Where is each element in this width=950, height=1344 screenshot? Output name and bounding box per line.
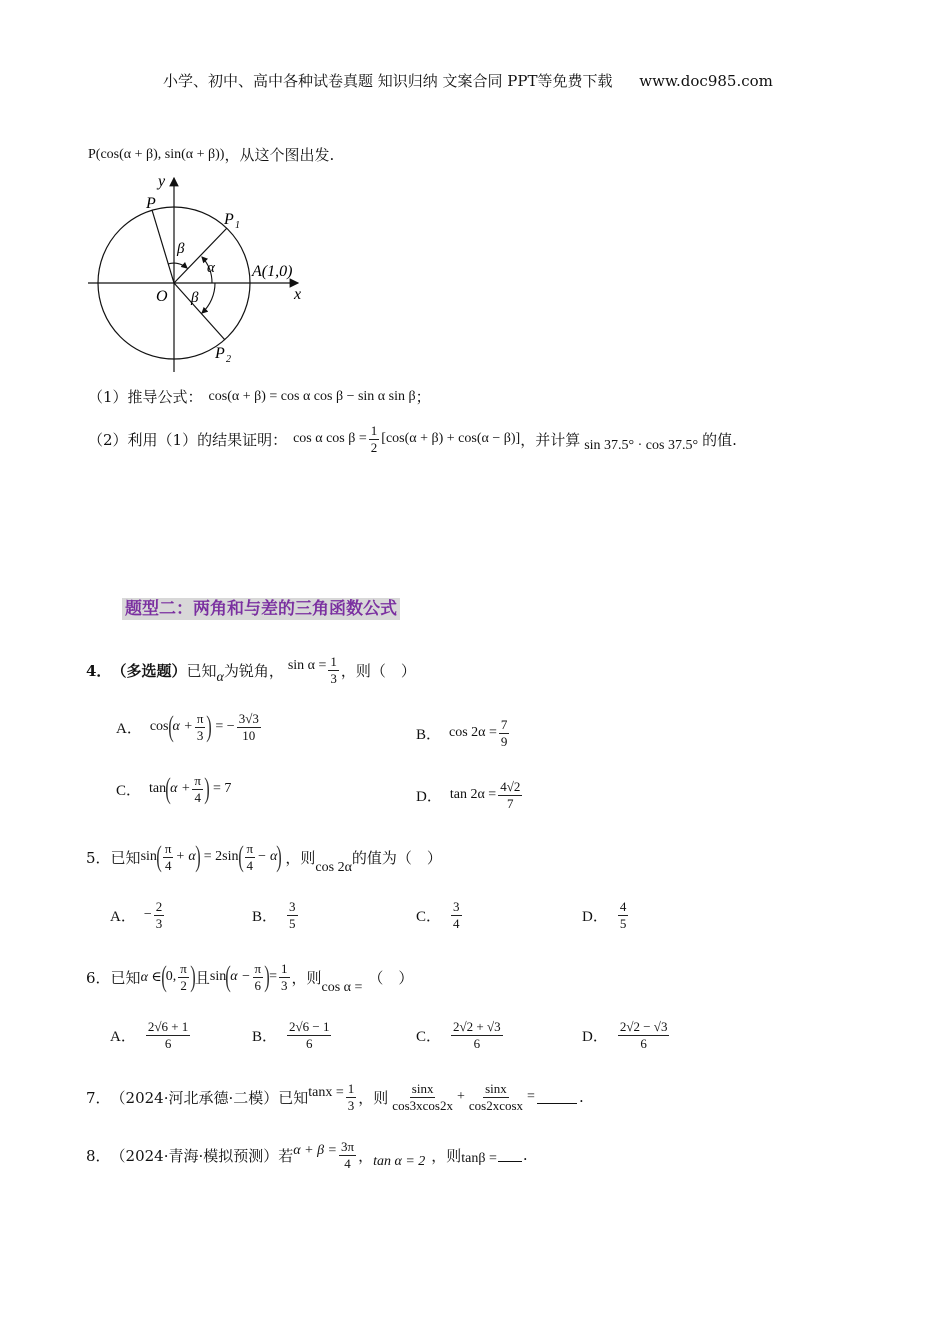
- q4-option-b-frac: $\frac{7}{9}$: [500, 717, 508, 749]
- radius-OP2: [174, 283, 225, 340]
- part1-formula: cos(α + β) = cos α cos β − sin α sin β: [208, 388, 416, 404]
- q6-option-d-label: D．: [582, 1028, 608, 1045]
- q4-option-a-argfrac: $\frac{\pi}{3}$: [196, 711, 204, 743]
- q4-option-d[interactable]: [416, 780, 524, 810]
- q7-text2: ，则: [358, 1088, 389, 1107]
- q8-cond: α + β =: [293, 1143, 337, 1159]
- paren-close: ): [276, 840, 283, 873]
- q6-val-frac: $\frac{1}{3}$: [281, 960, 288, 993]
- q6-option-d-frac: 2√2 − √3 6: [619, 1019, 668, 1051]
- q4-var: α: [216, 670, 224, 685]
- q5-option-d-label: D．: [582, 908, 608, 925]
- part2-suffix: 的值.: [702, 430, 737, 449]
- header-text: 小学、初中、高中各种试卷真题 知识归纳 文案合同 PPT等免费下载: [163, 72, 613, 90]
- q4-cond-lhs: sin α =: [287, 658, 327, 673]
- q7-cond: tanx =: [308, 1085, 344, 1101]
- q4-option-a-valfrac: $\frac{3√3}{10}$: [238, 711, 259, 743]
- q6-text3: ，则: [291, 968, 322, 987]
- q5-a-frac: π 4: [164, 840, 172, 873]
- q6-stem: [86, 958, 413, 996]
- part2-prefix: （2）利用（1）的结果证明：: [88, 430, 288, 449]
- q6-interval-start: 0,: [165, 969, 177, 984]
- q5-text3: 的值为（ ）: [351, 848, 442, 867]
- q7-eq: =: [527, 1089, 535, 1105]
- q6-option-c[interactable]: [416, 1020, 505, 1050]
- q4-option-c-arg: α +: [170, 781, 191, 797]
- q7-end: .: [578, 1088, 584, 1107]
- q8-sep: ，: [358, 1146, 374, 1165]
- q5-option-b[interactable]: [252, 900, 300, 930]
- label-P2: P: [215, 345, 225, 362]
- q6-option-b-frac: 2√6 − 1 6: [289, 1019, 330, 1051]
- q8-text1: 若: [278, 1146, 294, 1165]
- label-y: y: [158, 173, 166, 190]
- page-header: [163, 70, 773, 91]
- q4-number: 4．: [86, 661, 112, 680]
- q5-option-c-frac: 3 4: [453, 899, 460, 931]
- q5-fn: sin: [140, 849, 157, 864]
- label-A: A(1,0): [252, 263, 293, 280]
- q7-source: （2024·河北承德·二模）: [110, 1088, 279, 1107]
- q5-option-a-sign: −: [143, 907, 152, 923]
- paren-open: (: [237, 840, 244, 873]
- q4-option-c-argfrac: $\frac{\pi}{4}$: [194, 773, 201, 805]
- q5-target: cos 2α: [315, 860, 352, 875]
- label-O: O: [156, 288, 168, 305]
- paren-close: ): [206, 710, 213, 744]
- paren-close: ): [195, 840, 201, 873]
- q6-text1: 已知: [110, 968, 141, 987]
- paren-close: ): [190, 960, 196, 993]
- q4-option-c-label: C．: [116, 782, 142, 799]
- q6-option-c-frac: 2√2 + √3 6: [453, 1019, 501, 1051]
- q7-plus: +: [456, 1089, 465, 1105]
- label-P1-sub: 1: [235, 220, 240, 231]
- q4-text3: ，则（ ）: [340, 661, 416, 680]
- q4-stem: [86, 654, 416, 686]
- q5-option-c-label: C．: [416, 908, 442, 925]
- part1-line: [88, 386, 431, 407]
- label-x: x: [294, 286, 302, 303]
- label-P2-sub: 2: [226, 354, 231, 365]
- q8-end: .: [522, 1146, 528, 1165]
- q6-eq: =: [269, 969, 277, 984]
- q7-number: 7．: [86, 1088, 111, 1107]
- part2-calc: sin 37.5° · cos 37.5°: [584, 438, 699, 454]
- q5-text2: ，则: [285, 848, 316, 867]
- q7-cond-frac: $\frac{1}{3}$: [347, 1081, 355, 1113]
- q6-option-d[interactable]: [582, 1020, 671, 1050]
- q4-option-d-label: D．: [416, 788, 442, 805]
- q4-option-b-label: B．: [416, 726, 442, 743]
- q8-cond-frac: $\frac{3\pi}{4}$: [341, 1139, 355, 1171]
- q8-cond2: tan α = 2: [373, 1154, 426, 1170]
- paren-close: ): [204, 772, 210, 806]
- section-heading: [122, 594, 400, 619]
- q7-text1: 已知: [278, 1088, 309, 1107]
- q4-text1: 已知: [186, 661, 217, 680]
- q5-option-b-label: B．: [252, 908, 278, 925]
- q6-text4: （ ）: [368, 968, 414, 987]
- paren-open: (: [161, 960, 167, 993]
- q7-stem: [86, 1082, 584, 1112]
- intro-text: ，从这个图出发.: [224, 146, 335, 164]
- q6-arg: α −: [230, 969, 251, 984]
- q8-text2: ，则: [431, 1146, 462, 1165]
- q7-frac1: sinx cos3xcos2x: [392, 1081, 453, 1113]
- q5-eq: = 2sin: [203, 849, 239, 864]
- q7-frac2: $\frac{\sin x}{\cos 2xcosx}$: [468, 1081, 524, 1113]
- q6-interval-frac: π 2: [180, 960, 187, 993]
- q6-option-c-label: C．: [416, 1028, 442, 1045]
- q5-b-frac: π 4: [246, 840, 254, 873]
- q6-text2: 且: [194, 968, 210, 987]
- q4-option-d-lhs: tan 2α =: [449, 787, 497, 803]
- q5-option-a-label: A．: [110, 908, 136, 925]
- part2-mid: ，并计算: [520, 430, 581, 449]
- q4-option-a-eq: = −: [215, 719, 235, 735]
- q4-tag: （多选题）: [111, 661, 187, 680]
- q4-option-c-fn: tan: [149, 781, 167, 797]
- q7-answer-blank[interactable]: [537, 1091, 577, 1104]
- q6-option-b[interactable]: [252, 1020, 333, 1050]
- q5-option-d-frac: 4 5: [619, 899, 627, 931]
- intro-line: [88, 144, 334, 165]
- q4-option-c-eq: = 7: [213, 781, 232, 797]
- q5-option-b-frac: 3 5: [289, 899, 296, 931]
- q5-stem: [86, 838, 442, 876]
- radius-OP: [152, 210, 174, 283]
- paren-open: (: [225, 960, 231, 993]
- q6-target: cos α =: [321, 980, 363, 995]
- q4-option-a[interactable]: [116, 712, 263, 742]
- q8-stem: [86, 1140, 528, 1170]
- paren-close: ): [264, 960, 270, 993]
- label-beta-lower: β: [191, 290, 199, 306]
- paren-open: (: [156, 840, 162, 873]
- intro-point-expr: P(cos(α + β), sin(α + β)): [88, 146, 225, 162]
- arc-beta-lower: [202, 283, 215, 313]
- part1-prefix: （1）推导公式：: [88, 388, 203, 406]
- q5-b-tail: − α: [257, 849, 278, 864]
- paren-open: (: [165, 772, 171, 806]
- q4-option-b[interactable]: [416, 718, 511, 748]
- part2-fraction: $\frac{1}{2}$: [370, 423, 378, 455]
- label-P1: P: [224, 211, 234, 228]
- q4-option-d-frac: $\frac{4√2}{7}$: [500, 779, 521, 811]
- unit-circle-figure: [80, 172, 320, 377]
- part2-rhs: [cos(α + β) + cos(α − β)]: [381, 431, 521, 447]
- part2-line: [88, 424, 737, 454]
- q4-option-a-arg: α +: [172, 719, 193, 735]
- label-beta-upper: β: [177, 241, 185, 257]
- part2-lhs: cos α cos β =: [293, 431, 367, 447]
- q5-option-d[interactable]: [582, 900, 630, 930]
- q6-option-a[interactable]: [110, 1020, 192, 1050]
- q6-fn: sin: [209, 969, 227, 984]
- q4-text2: 为锐角，: [223, 661, 284, 680]
- q5-number: 5．: [86, 848, 111, 867]
- q6-arg-frac: $\frac{\pi}{6}$: [254, 960, 262, 993]
- paren-open: (: [167, 710, 174, 744]
- q6-option-a-label: A．: [110, 1028, 136, 1045]
- q8-answer-blank[interactable]: [498, 1149, 522, 1162]
- q6-option-a-frac: 2√6 + 1 6: [147, 1019, 189, 1051]
- q4-cond-frac: $\frac{1}{3}$: [330, 653, 337, 686]
- q8-number: 8．: [86, 1146, 111, 1165]
- part1-suffix: ；: [415, 388, 431, 406]
- q4-option-a-fn: cos: [149, 719, 169, 735]
- q5-option-a-frac: $\frac{2}{3}$: [155, 899, 163, 931]
- q6-cond1: α ∈: [140, 969, 162, 985]
- arc-beta-upper: [168, 263, 187, 268]
- q4-option-b-lhs: cos 2α =: [449, 725, 497, 741]
- label-P: P: [146, 195, 156, 212]
- q6-option-b-label: B．: [252, 1028, 278, 1045]
- q5-a-tail: + α: [175, 849, 196, 864]
- q5-option-a[interactable]: [110, 900, 166, 930]
- q5-text1: 已知: [110, 848, 141, 867]
- q4-option-c[interactable]: [116, 774, 231, 804]
- q8-source: （2024·青海·模拟预测）: [110, 1146, 279, 1165]
- label-alpha: α: [207, 260, 215, 276]
- section-title: 题型二：两角和与差的三角函数公式: [122, 598, 400, 620]
- q6-number: 6．: [86, 968, 111, 987]
- q8-target: tanβ =: [461, 1151, 497, 1167]
- q5-option-c[interactable]: [416, 900, 464, 930]
- header-url: www.doc985.com: [639, 72, 773, 90]
- q4-option-a-label: A．: [116, 720, 142, 737]
